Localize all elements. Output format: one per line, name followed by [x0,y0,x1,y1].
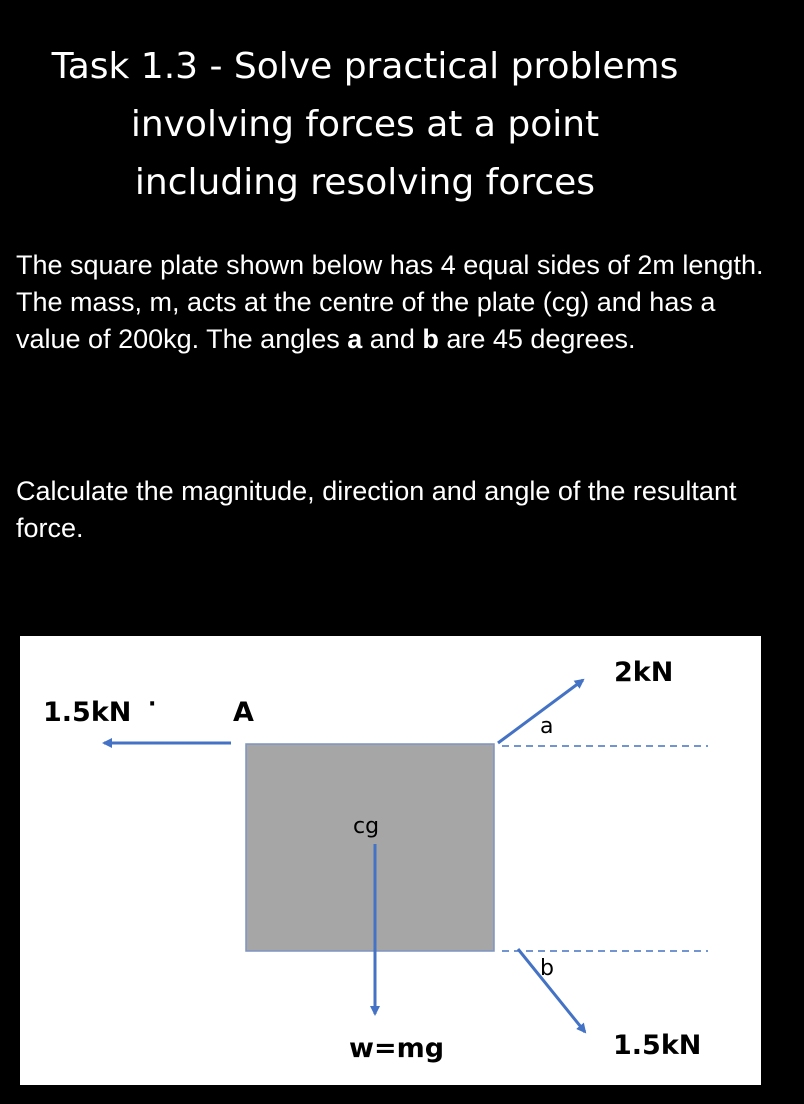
point-a-label: A [233,697,254,728]
problem-description [16,247,786,358]
weight-label: w=mg [349,1033,445,1064]
force-diagram [20,636,761,1085]
description-text-3: are 45 degrees. [438,324,636,354]
top-right-force-label: 2kN [614,657,674,688]
dot-mark: · [148,692,157,717]
slide-title [0,38,730,212]
title-line-1: Task 1.3 - Solve practical problems [51,46,679,87]
left-force-label: 1.5kN [43,697,132,728]
title-line-3: including resolving forces [134,162,596,203]
cg-label: cg [353,814,380,839]
square-plate [246,744,494,951]
angle-b-label: b [540,956,554,981]
description-angle-a: a [347,324,363,354]
description-text-2: and [362,324,423,354]
angle-a-label: a [540,714,554,739]
bottom-right-force-label: 1.5kN [613,1030,702,1061]
description-text-1: The square plate shown below has 4 equal sides of 2m length. The mass, m, acts at the centre of the plate (cg) and has a value of 200kg. The angles [16,250,764,354]
description-angle-b: b [422,324,439,354]
problem-question: Calculate the magnitude, direction and angle of the resultant force. [16,476,737,543]
title-line-2: involving forces at a point [130,104,600,145]
